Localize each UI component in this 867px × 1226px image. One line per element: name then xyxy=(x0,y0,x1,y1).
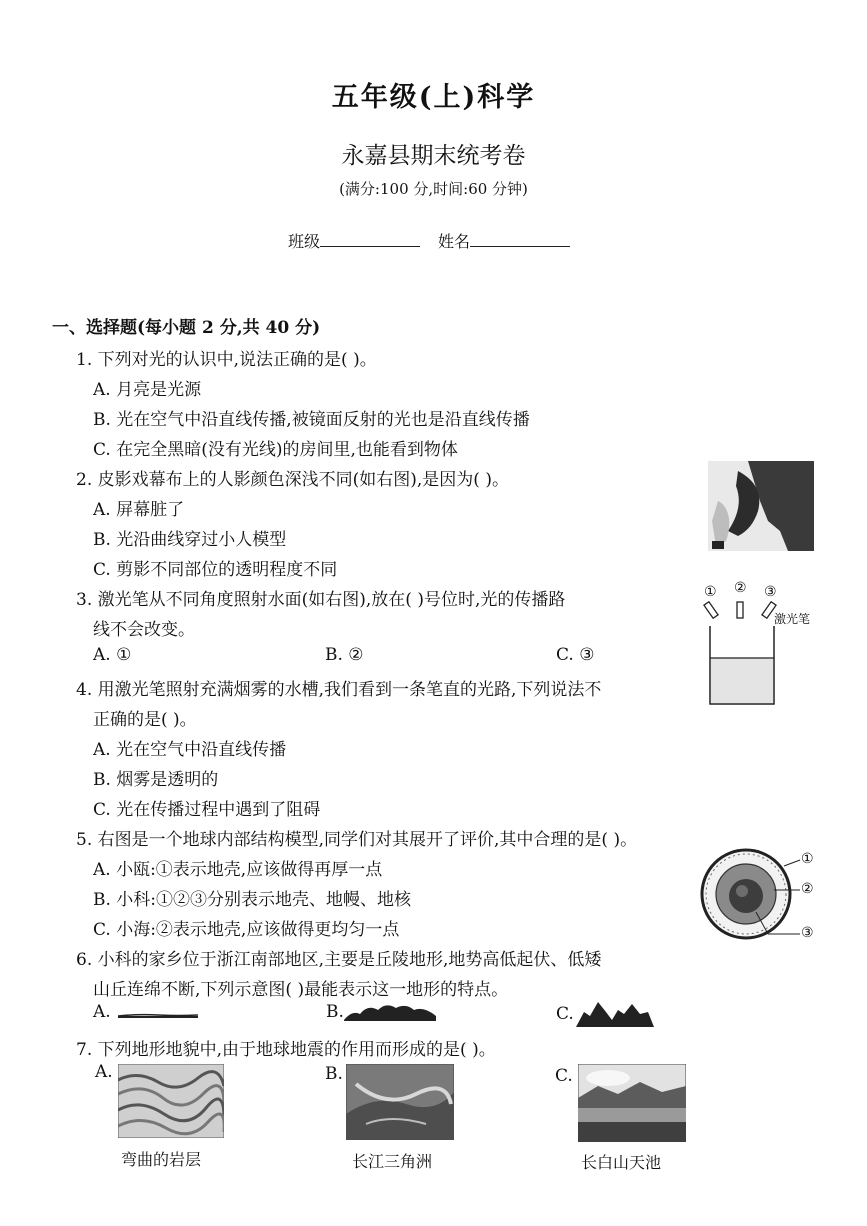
question-7-option-a[interactable]: A. xyxy=(95,1062,113,1082)
laser-tank-drawing xyxy=(700,580,820,710)
question-2-option-c[interactable]: C. 剪影不同部位的透明程度不同 xyxy=(93,560,338,580)
exam-subtitle: 永嘉县期末统考卷 xyxy=(341,143,526,169)
question-6-option-c[interactable]: C. xyxy=(556,1004,574,1024)
mountain-terrain-diagram xyxy=(576,1000,654,1028)
question-7-stem: 7. 下列地形地貌中,由于地球地震的作用而形成的是( )。 xyxy=(76,1040,496,1060)
question-1-option-a[interactable]: A. 月亮是光源 xyxy=(93,380,202,400)
earth-label-2: ② xyxy=(801,881,814,897)
question-6-option-a[interactable]: A. xyxy=(93,1002,111,1022)
question-4-stem-line1: 4. 用激光笔照射充满烟雾的水槽,我们看到一条笔直的光路,下列说法不 xyxy=(76,680,602,700)
section-title: 一、选择题(每小题 2 分,共 40 分) xyxy=(52,318,321,338)
laser-position-1-label: ① xyxy=(704,584,717,600)
laser-position-3-label: ③ xyxy=(764,584,777,600)
yangtze-delta-photo xyxy=(346,1064,454,1140)
question-2-option-a[interactable]: A. 屏幕脏了 xyxy=(93,500,185,520)
exam-meta: (满分:100 分,时间:60 分钟) xyxy=(339,180,528,198)
question-5-option-b[interactable]: B. 小科:①②③分别表示地壳、地幔、地核 xyxy=(93,890,412,910)
question-5-stem: 5. 右图是一个地球内部结构模型,同学们对其展开了评价,其中合理的是( )。 xyxy=(76,830,638,850)
question-7-option-c[interactable]: C. xyxy=(555,1066,573,1086)
name-field[interactable] xyxy=(470,232,570,247)
question-7-caption-b: 长江三角洲 xyxy=(352,1152,433,1171)
laser-pen-label: 激光笔 xyxy=(774,612,811,626)
question-3-option-c[interactable]: C. ③ xyxy=(556,645,595,665)
question-4-option-b[interactable]: B. 烟雾是透明的 xyxy=(93,770,219,790)
folded-rock-photo xyxy=(118,1064,224,1138)
question-5-option-a[interactable]: A. 小瓯:①表示地壳,应该做得再厚一点 xyxy=(93,860,383,880)
laser-water-figure xyxy=(700,580,820,710)
question-2-stem: 2. 皮影戏幕布上的人影颜色深浅不同(如右图),是因为( )。 xyxy=(76,470,509,490)
question-3-option-a[interactable]: A. ① xyxy=(93,645,132,665)
question-7-caption-a: 弯曲的岩层 xyxy=(121,1150,202,1169)
question-1-option-b[interactable]: B. 光在空气中沿直线传播,被镜面反射的光也是沿直线传播 xyxy=(93,410,530,430)
class-field[interactable] xyxy=(320,232,420,247)
question-3-option-b[interactable]: B. ② xyxy=(325,645,364,665)
question-5-option-c[interactable]: C. 小海:②表示地壳,应该做得更均匀一点 xyxy=(93,920,400,940)
class-label: 班级 xyxy=(288,232,321,251)
question-7-option-b[interactable]: B. xyxy=(325,1064,343,1084)
laser-position-2-label: ② xyxy=(734,580,747,596)
question-3-stem-line2: 线不会改变。 xyxy=(93,620,195,640)
question-4-option-c[interactable]: C. 光在传播过程中遇到了阻碍 xyxy=(93,800,321,820)
question-3-stem-line1: 3. 激光笔从不同角度照射水面(如右图),放在( )号位时,光的传播路 xyxy=(76,590,566,610)
changbai-tianchi-photo xyxy=(578,1064,686,1142)
earth-label-1: ① xyxy=(801,851,814,867)
flat-terrain-diagram xyxy=(118,1010,198,1020)
question-6-option-b[interactable]: B. xyxy=(326,1002,344,1022)
earth-label-3: ③ xyxy=(801,925,814,941)
shadow-puppet-figure xyxy=(708,461,814,551)
question-2-option-b[interactable]: B. 光沿曲线穿过小人模型 xyxy=(93,530,287,550)
hilly-terrain-diagram xyxy=(344,1000,436,1022)
question-1-option-c[interactable]: C. 在完全黑暗(没有光线)的房间里,也能看到物体 xyxy=(93,440,458,460)
page-title: 五年级(上)科学 xyxy=(331,82,536,113)
earth-structure-figure xyxy=(698,846,820,946)
question-7-caption-c: 长白山天池 xyxy=(581,1153,662,1172)
question-4-option-a[interactable]: A. 光在空气中沿直线传播 xyxy=(93,740,287,760)
question-4-stem-line2: 正确的是( )。 xyxy=(93,710,197,730)
question-1-stem: 1. 下列对光的认识中,说法正确的是( )。 xyxy=(76,350,377,370)
student-info-line xyxy=(288,229,570,252)
question-6-stem-line2: 山丘连绵不断,下列示意图( )最能表示这一地形的特点。 xyxy=(93,980,509,1000)
question-6-stem-line1: 6. 小科的家乡位于浙江南部地区,主要是丘陵地形,地势高低起伏、低矮 xyxy=(76,950,602,970)
name-label: 姓名 xyxy=(438,232,471,251)
